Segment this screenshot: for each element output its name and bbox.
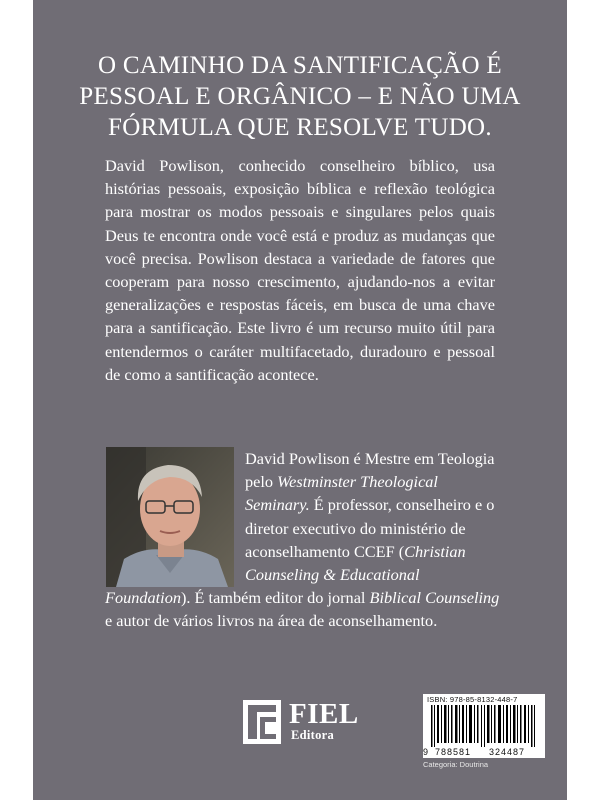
publisher-name: FIEL <box>289 698 359 730</box>
headline <box>33 50 567 143</box>
headline-line-3: FÓRMULA QUE RESOLVE TUDO. <box>108 114 492 141</box>
book-description: David Powlison, conhecido conselheiro bíblico, usa histórias pessoais, exposição bíblica e reflexão teológica para mostrar os modos pessoais e singulares pelos quais Deus te encontra onde você está e produz as mudanças que você precisa. Powlison destaca a variedade de fatores que cooperam para nosso crescimento, ajudando-nos a evitar generalizações e respostas fáceis, em busca de uma chave para a santificação. Este livro é um recurso muito útil para entendermos o caráter multifacetado, duradouro e pessoal de como a santificação acontece. <box>105 156 495 384</box>
seminary-name: Westminster Theological Seminary. <box>245 472 438 515</box>
publisher-subtitle: Editora <box>291 728 335 742</box>
fiel-logo-icon <box>243 700 281 744</box>
journal-name: Biblical Counseling <box>369 588 500 608</box>
headline-line-1: O CAMINHO DA SANTIFICAÇÃO É <box>98 52 502 79</box>
barcode-bars <box>429 705 539 747</box>
publisher-logo <box>243 700 393 746</box>
author-bio: David Powlison é Mestre em Teologia pelo Westminster Theological Seminary. É professor, conselheiro e o diretor executivo do ministério de aconselhamento CCEF (Christian Counseling & Educational Foundation). É também editor do jornal Biblical Counseling e autor de vários livros na área de aconselhamento. <box>105 449 500 631</box>
barcode-group-2: 324487 <box>489 747 526 757</box>
barcode-first-digit: 9 <box>423 747 429 757</box>
ccef-name: Christian Counseling & Educational Foundation <box>105 541 466 608</box>
barcode-group-1: 788581 <box>435 747 472 757</box>
category-label: Categoria: Doutrina <box>423 760 489 769</box>
isbn-label: ISBN: 978-85-8132-448-7 <box>427 695 518 704</box>
headline-line-2: PESSOAL E ORGÂNICO – E NÃO UMA <box>79 83 521 110</box>
back-cover <box>33 0 567 800</box>
barcode <box>423 694 545 758</box>
